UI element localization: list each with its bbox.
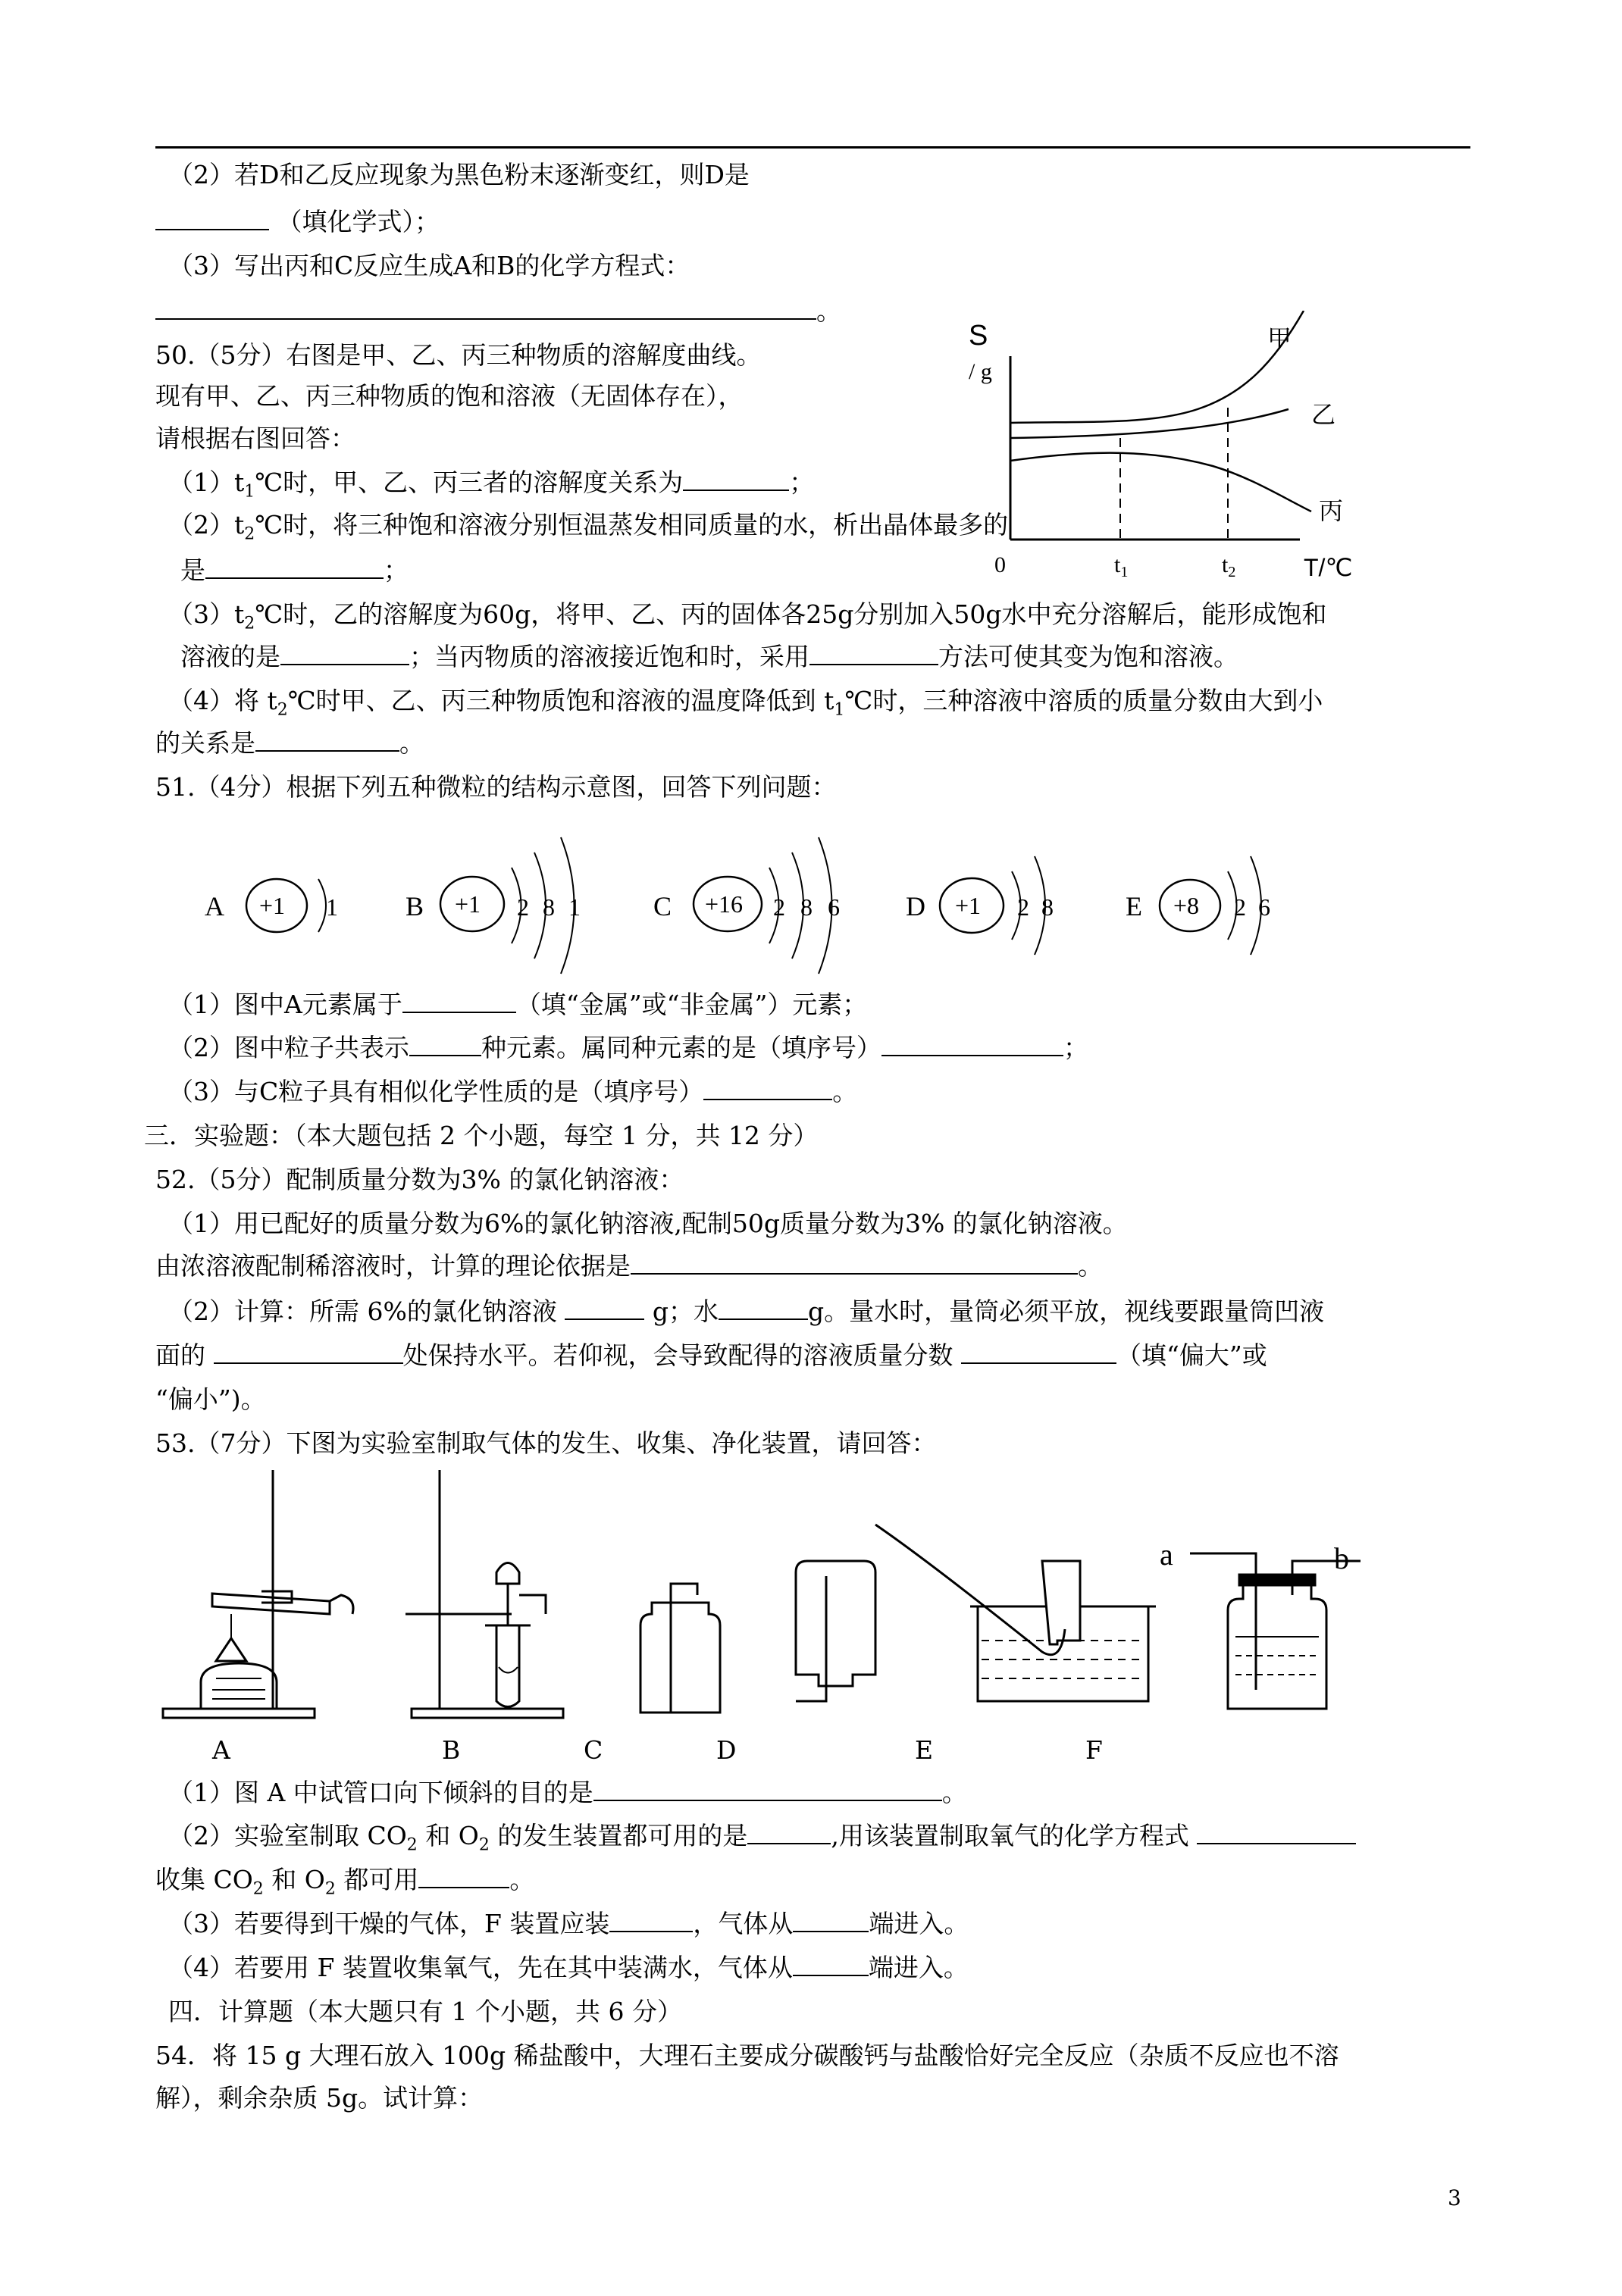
q52-part2-line3: “偏小”)。: [155, 1384, 266, 1414]
answer-blank[interactable]: [719, 1296, 808, 1320]
q50-part2-line2: 是 ；: [180, 555, 409, 585]
atom-c-e2: 8: [800, 893, 813, 921]
q53-part2-line2: 收集 $CO_2$ 和 $O_2$ 都可用 。: [155, 1865, 535, 1899]
atom-c-e1: 2: [773, 893, 785, 921]
apparatus-label-c: C: [584, 1735, 603, 1765]
q49-part2-line2: （填化学式）；: [155, 206, 440, 238]
apparatus-c: [640, 1584, 720, 1713]
section-3-heading: 三．实验题：（本大题包括 2 个小题，每空 1 分，共 12 分）: [144, 1121, 819, 1150]
q50-line2: 现有甲、乙、丙三种物质的饱和溶液（无固体存在），: [155, 381, 744, 411]
q50-part4-line2: 的关系是 。: [155, 728, 424, 758]
apparatus-f: [1190, 1553, 1361, 1709]
t1-label: $t_1$: [1114, 552, 1129, 580]
gas-apparatus-figure: [148, 1462, 1376, 1766]
q52-part1: （1）用已配好的质量分数为6%的氯化钠溶液,配制50g质量分数为3% 的氯化钠溶液。: [168, 1209, 1128, 1238]
atom-e-charge: +8: [1173, 892, 1200, 919]
atom-b-letter: B: [406, 891, 424, 921]
q53-part4: （4）若要用 F 装置收集氧气，先在其中装满水，气体从 端进入。: [168, 1953, 969, 1982]
answer-blank[interactable]: [255, 727, 399, 752]
q50-part3-line2: 溶液的是 ；当丙物质的溶液接近饱和时，采用 方法可使其变为饱和溶液。: [180, 642, 1238, 671]
answer-blank[interactable]: [747, 1820, 831, 1844]
atom-c-e3: 6: [828, 893, 840, 921]
atom-structure-diagrams: [189, 818, 1326, 985]
answer-blank[interactable]: [961, 1340, 1116, 1364]
solubility-chart: [925, 311, 1410, 591]
answer-blank[interactable]: [280, 641, 409, 665]
q50-part2: $(2)t_2℃$时，将三种饱和溶液分别恒温蒸发相同质量的水，析出晶体最多的: [168, 510, 1009, 544]
atom-c-charge: +16: [705, 890, 744, 918]
answer-blank[interactable]: [683, 467, 789, 491]
answer-blank[interactable]: [409, 1032, 481, 1056]
q52-part2: （2）计算：所需 6%的氯化钠溶液 g；水 g。量水时，量筒必须平放，视线要跟量筒凹液: [168, 1297, 1325, 1326]
atom-a-shell: [318, 879, 326, 932]
answer-blank[interactable]: [793, 1952, 869, 1976]
x-axis-label: T/℃: [1304, 554, 1353, 581]
apparatus-label-e: E: [915, 1735, 934, 1765]
q49-part3-blank: 。: [155, 296, 841, 327]
answer-blank[interactable]: [418, 1864, 509, 1888]
apparatus-e: [875, 1525, 1156, 1701]
answer-blank[interactable]: [155, 296, 816, 320]
q51-part3: （3）与C粒子具有相似化学性质的是（填序号） 。: [168, 1077, 858, 1106]
atom-d-e1: 2: [1017, 893, 1029, 921]
answer-blank[interactable]: [205, 555, 384, 579]
answer-blank[interactable]: [565, 1296, 644, 1320]
q49-part3: （3）写出丙和C反应生成A和B的化学方程式：: [168, 251, 690, 280]
label-bing: 丙: [1319, 496, 1344, 525]
answer-blank[interactable]: [809, 641, 938, 665]
q52-part2-line2: 面的 处保持水平。若仰视，会导致配得的溶液质量分数 （填“偏大”或: [155, 1340, 1267, 1370]
answer-blank[interactable]: [155, 206, 269, 230]
answer-blank[interactable]: [609, 1908, 693, 1932]
atom-b-e1: 2: [517, 893, 529, 921]
q50-part1: $(1)t_1℃$时，甲、乙、丙三者的溶解度关系为 ；: [168, 468, 815, 502]
answer-blank[interactable]: [881, 1032, 1063, 1056]
f-port-a-label: a: [1160, 1537, 1173, 1572]
apparatus-label-a: A: [212, 1735, 230, 1765]
y-label-g: / g: [969, 359, 992, 384]
q51-part2: （2）图中粒子共表示 种元素。属同种元素的是（填序号） ；: [168, 1033, 1088, 1062]
page-number: 3: [1448, 2185, 1461, 2210]
q54-line2: 解），剩余杂质 5g。试计算：: [155, 2083, 484, 2113]
q54-line1: 54．将 15 g 大理石放入 100g 稀盐酸中，大理石主要成分碳酸钙与盐酸恰好完全反应（杂质不反应也不溶: [155, 2041, 1339, 2070]
atom-e-e1: 2: [1234, 893, 1246, 921]
atom-a-letter: A: [205, 891, 224, 921]
label-yi: 乙: [1311, 400, 1336, 429]
atom-a-charge: +1: [259, 892, 286, 919]
q51-part1: （1）图中A元素属于 （填“金属”或“非金属”）元素；: [168, 990, 868, 1019]
q52-title: 52.（5分）配制质量分数为3% 的氯化钠溶液：: [155, 1165, 684, 1194]
q53-part2: （2）实验室制取 $CO_2$ 和 $O_2$ 的发生装置都可用的是 ,用该装置制取氧气的化学方程式: [168, 1820, 1356, 1862]
q53-part3: （3）若要得到干燥的气体，F 装置应装 ，气体从 端进入。: [168, 1909, 969, 1938]
f-port-b-label: b: [1334, 1541, 1349, 1575]
label-jia: 甲: [1267, 324, 1292, 353]
apparatus-label-f: F: [1085, 1735, 1103, 1765]
apparatus-label-d: D: [716, 1735, 737, 1765]
answer-blank[interactable]: [593, 1777, 942, 1801]
atom-d-letter: D: [906, 891, 925, 921]
q52-part1-line2: 由浓溶液配制稀溶液时，计算的理论依据是 。: [155, 1251, 1103, 1281]
atom-d-charge: +1: [955, 892, 982, 919]
atom-d-e2: 8: [1041, 893, 1054, 921]
answer-blank[interactable]: [214, 1340, 403, 1364]
atom-c-letter: C: [653, 891, 672, 921]
q50-part3: $(3)t_2℃$时，乙的溶解度为60g，将甲、乙、丙的固体各25g分别加入50g水中充分溶解后，能形成饱和: [168, 599, 1327, 633]
q49-part2: （2）若D和乙反应现象为黑色粉末逐渐变红，则D是: [168, 160, 750, 189]
section-4-heading: 四．计算题（本大题只有 1 个小题，共 6 分）: [168, 1997, 682, 2026]
apparatus-a: [163, 1470, 353, 1718]
atom-e-letter: E: [1126, 891, 1142, 921]
q53-part1: （1）图 A 中试管口向下倾斜的目的是 。: [168, 1778, 967, 1807]
top-rule: [155, 146, 1470, 149]
atom-b-e3: 1: [568, 893, 581, 921]
origin-label: 0: [994, 552, 1006, 577]
atom-b-e2: 8: [543, 893, 555, 921]
apparatus-label-b: B: [442, 1735, 461, 1765]
q50-part4: （4）将 $t_2℃$时甲、乙、丙三种物质饱和溶液的温度降低到 $t_1℃$时，三种溶液中溶质的质量分数由大到小: [168, 686, 1323, 720]
q51-title: 51.（4分）根据下列五种微粒的结构示意图，回答下列问题：: [155, 772, 837, 802]
answer-blank[interactable]: [793, 1908, 869, 1932]
answer-blank[interactable]: [631, 1250, 1078, 1275]
curve-bing: [1010, 453, 1311, 511]
atom-b-charge: +1: [455, 890, 481, 918]
curve-yi: [1010, 409, 1289, 438]
apparatus-d: [796, 1561, 875, 1701]
atom-e-e2: 6: [1258, 893, 1270, 921]
answer-blank[interactable]: [402, 989, 516, 1013]
q50-line3: 请根据右图回答：: [155, 424, 355, 453]
apparatus-b: [406, 1470, 563, 1718]
atom-a-e1: 1: [326, 893, 338, 921]
t2-label: $t_2$: [1222, 552, 1236, 580]
answer-blank[interactable]: [703, 1076, 832, 1100]
curve-jia: [1010, 311, 1304, 423]
y-label-s: S: [969, 320, 988, 352]
q50-title: 50.（5分）右图是甲、乙、丙三种物质的溶解度曲线。: [155, 340, 762, 370]
answer-blank[interactable]: [1197, 1820, 1356, 1844]
q53-title: 53.（7分）下图为实验室制取气体的发生、收集、净化装置，请回答：: [155, 1428, 937, 1458]
